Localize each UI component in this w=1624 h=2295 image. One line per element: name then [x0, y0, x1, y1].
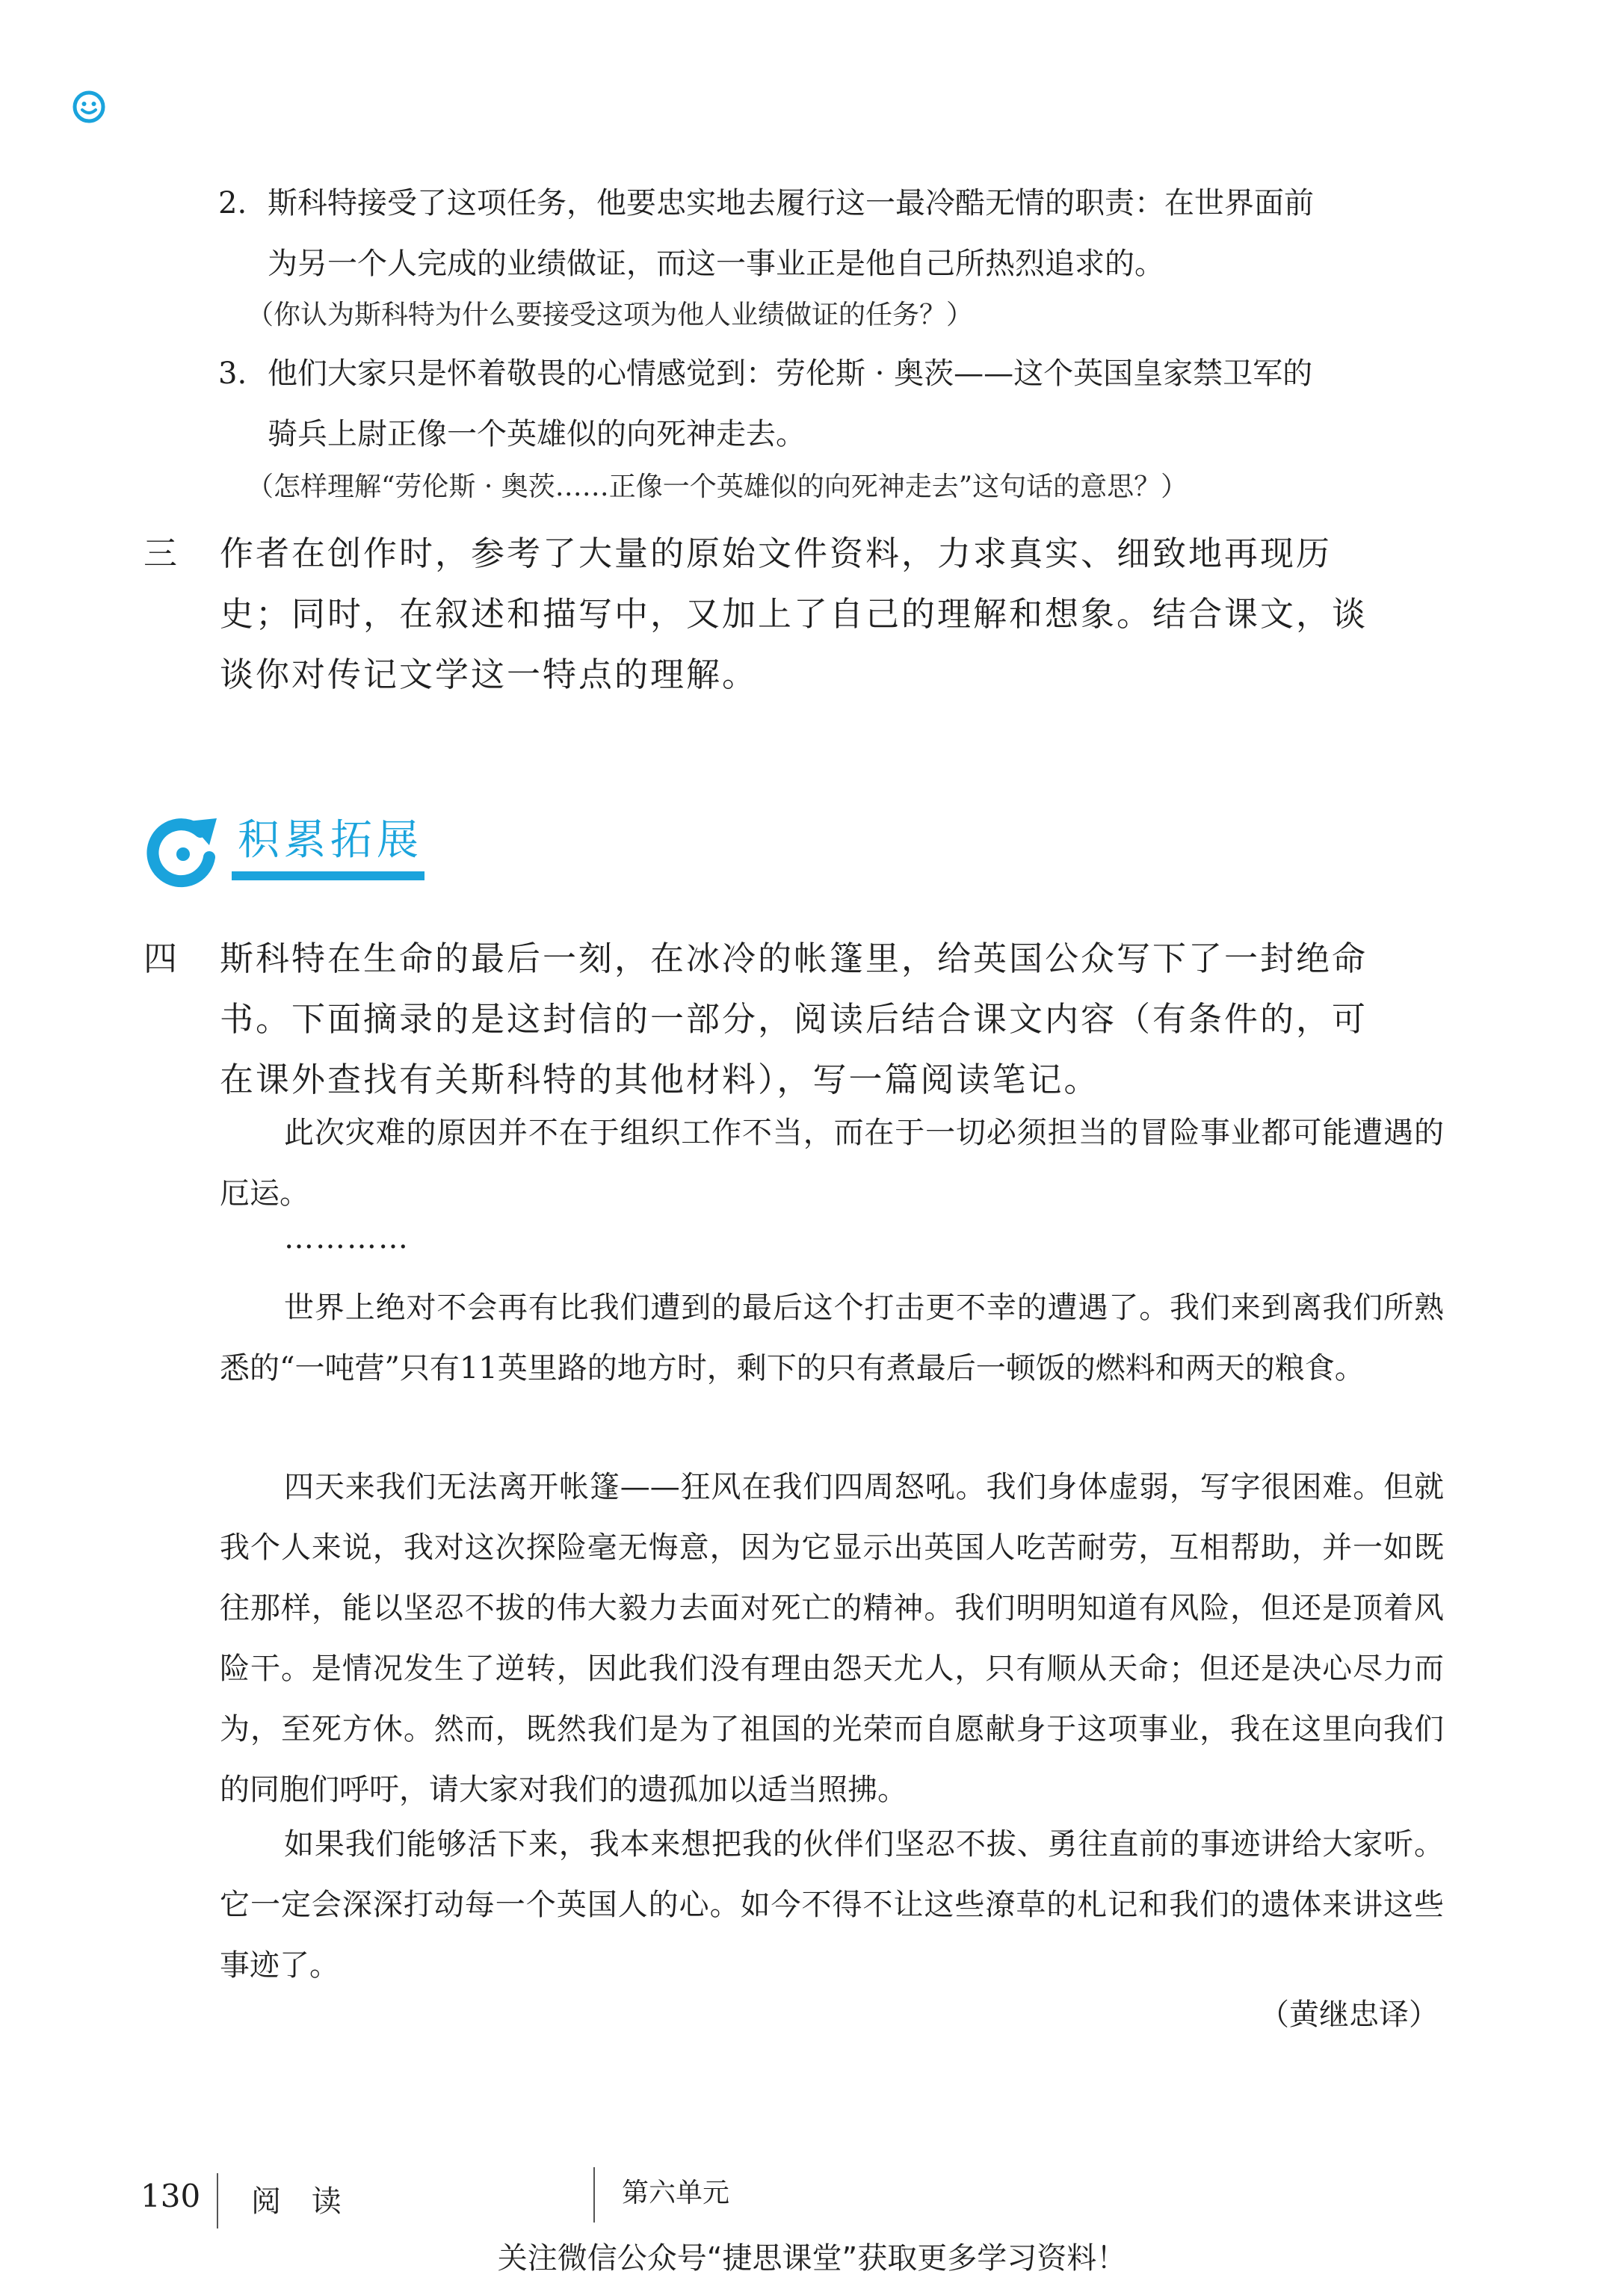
exercise-three [143, 523, 1444, 705]
section-underline [232, 871, 424, 880]
question-line: 斯科特接受了这项任务，他要忠实地去履行这一最冷酷无情的职责：在世界面前 [268, 186, 1314, 220]
translator-credit: （黄继忠译） [1259, 1998, 1439, 2032]
footer-unit: 第六单元 [622, 2178, 730, 2208]
question-hint: （怎样理解“劳伦斯 · 奥茨……正像一个英雄似的向死神走去”这句话的意思？） [247, 472, 1188, 502]
footer-notice: 关注微信公众号“捷思课堂”获取更多学习资料！ [497, 2241, 1127, 2276]
smiley-icon [72, 90, 106, 124]
exercise-line: 在课外查找有关斯科特的其他材料），写一篇阅读笔记。 [220, 1060, 1100, 1099]
question-2 [218, 173, 1444, 294]
question-line: 他们大家只是怀着敬畏的心情感觉到：劳伦斯 · 奥茨——这个英国皇家禁卫军的 [268, 356, 1313, 391]
exercise-mark: 三 [143, 534, 180, 573]
refresh-arrow-icon [142, 811, 224, 893]
footer-divider [593, 2167, 595, 2223]
exercise-line: 谈你对传记文学这一特点的理解。 [220, 655, 759, 694]
footer-section-label: 阅 读 [251, 2184, 352, 2219]
exercise-line: 史；同时，在叙述和描写中，又加上了自己的理解和想象。结合课文，谈 [220, 594, 1368, 634]
letter-paragraph-4: 如果我们能够活下来，我本来想把我的伙伴们坚忍不拔、勇往直前的事迹讲给大家听。它一定会深深打动每一个英国人的心。如今不得不让这些潦草的札记和我们的遗体来讲这些事迹了。 [220, 1827, 1444, 1983]
question-hint: （你认为斯科特为什么要接受这项为他人业绩做证的任务？） [247, 300, 974, 330]
exercise-mark: 四 [143, 939, 180, 978]
letter-ellipsis: ………… [284, 1221, 410, 1255]
letter-paragraph-2: 世界上绝对不会再有比我们遭到的最后这个打击更不幸的遭遇了。我们来到离我们所熟悉的“一吨营”只有11英里路的地方时，剩下的只有煮最后一顿饭的燃料和两天的粮食。 [220, 1291, 1444, 1386]
question-line: 骑兵上尉正像一个英雄似的向死神走去。 [268, 417, 806, 451]
question-3 [218, 344, 1444, 465]
question-line: 为另一个人完成的业绩做证，而这一事业正是他自己所热烈追求的。 [268, 247, 1164, 281]
question-number: 2. [218, 186, 247, 220]
exercise-four [143, 928, 1444, 1110]
exercise-line: 斯科特在生命的最后一刻，在冰冷的帐篷里，给英国公众写下了一封绝命 [220, 939, 1368, 978]
page-number: 130 [141, 2178, 201, 2214]
footer-divider [217, 2173, 218, 2228]
question-number: 3. [218, 356, 247, 391]
letter-paragraph-1: 此次灾难的原因并不在于组织工作不当，而在于一切必须担当的冒险事业都可能遭遇的厄运。 [220, 1116, 1444, 1211]
letter-paragraph-3: 四天来我们无法离开帐篷——狂风在我们四周怒吼。我们身体虚弱，写字很困难。但就我个人来说，我对这次探险毫无悔意，因为它显示出英国人吃苦耐劳，互相帮助，并一如既往那样，能以坚忍不拔的伟大毅力去面对死亡的精神。我们明明知道有风险，但还是顶着风险干。是情况发生了逆转，因此我们没有理由怨天尤人，只有顺从天命；但还是决心尽力而为，至死方休。然而，既然我们是为了祖国的光荣而自愿献身于这项事业，我在这里向我们的同胞们呼吁，请大家对我们的遗孤加以适当照拂。 [220, 1470, 1444, 1807]
exercise-line: 书。下面摘录的是这封信的一部分，阅读后结合课文内容（有条件的，可 [220, 999, 1368, 1039]
exercise-line: 作者在创作时，参考了大量的原始文件资料，力求真实、细致地再现历 [220, 534, 1333, 573]
section-title: 积累拓展 [238, 816, 423, 865]
